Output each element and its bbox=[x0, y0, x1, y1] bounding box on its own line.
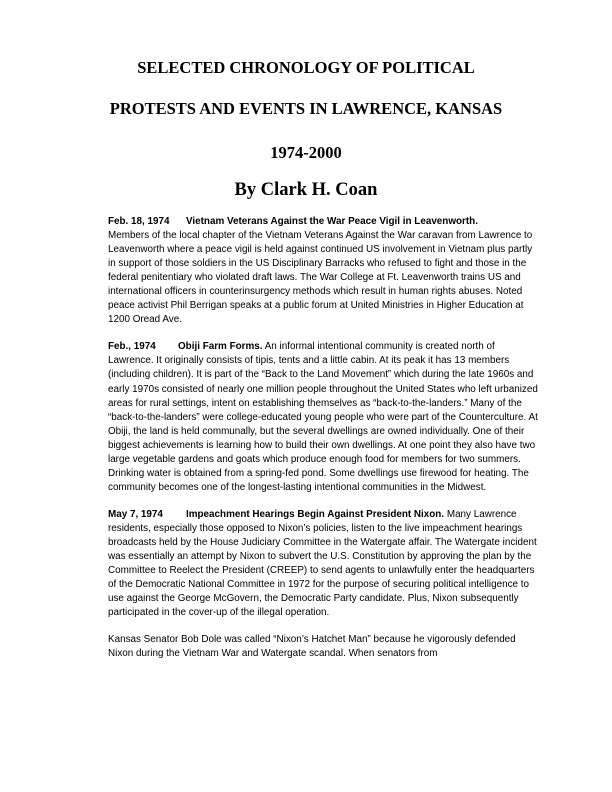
entry-date: Feb., 1974 bbox=[108, 341, 156, 353]
closing-paragraph: Kansas Senator Bob Dole was called “Nixon’s Hatchet Man” because he vigorously defended Nixon during the Vietnam War and Watergate scandal. When senators from bbox=[108, 634, 516, 660]
chronology-entry bbox=[108, 508, 538, 620]
entry-heading: Impeachment Hearings Begin Against President Nixon. bbox=[186, 508, 445, 520]
author-byline: By Clark H. Coan bbox=[234, 180, 378, 200]
chronology-entry bbox=[108, 215, 538, 327]
chronology-entry bbox=[108, 340, 538, 495]
entry-heading: Obiji Farm Forms. bbox=[178, 341, 263, 353]
entry-date: Feb. 18, 1974 bbox=[108, 216, 170, 227]
entry-date: May 7, 1974 bbox=[108, 508, 163, 520]
entry-text: Many Lawrence residents, especially those opposed to Nixon’s policies, listen to the live impeachment hearings broadcasts held by the House Judiciary Committee in the Watergate affair. The Watergate incident was essentially an attempt by Nixon to subvert the U.S. Constitution by approving the plan by the Committee to Reelect the President (CREEP) to send agents to unlawfully enter the headquarters of the Democratic National Committee in 1972 for the purpose of securing political intelligence to use against the George McGovern, the Democratic Party candidate. Plus, Nixon subsequently participated in the cover-up of the illegal operation. bbox=[108, 508, 537, 619]
title-line-1: SELECTED CHRONOLOGY OF POLITICAL bbox=[137, 58, 475, 77]
chronology-body bbox=[108, 215, 538, 674]
entry-text: Members of the local chapter of the Vietnam Veterans Against the War caravan from Lawrence to Leavenworth where a peace vigil is held against continued US involvement in Vietnam plus partly in support of those soldiers in the US Disciplinary Barracks who refused to fight and those in the federal penitentiary who violated draft laws. The War College at Ft. Leavenworth trains US and international officers in counterinsurgency methods which result in human rights abuses. Noted peace activist Phil Berrigan speaks at a public forum at United Ministries in Higher Education at 1200 Oread Ave. bbox=[108, 230, 533, 326]
title-years: 1974-2000 bbox=[270, 143, 342, 162]
title-line-2: PROTESTS AND EVENTS IN LAWRENCE, KANSAS bbox=[109, 99, 503, 118]
entry-text: An informal intentional community is created north of Lawrence. It originally consists of tipis, tents and a little cabin. At its peak it has 13 members (including children). It is part of the “Back to the Land Movement” which during the late 1960s and early 1970s consisted of nearly one million people throughout the United States who left urbanized areas for rural settings, intent on establishing themselves as “back-to-the-landers.” Many of the “back-to-the-landers” were college-educated young people who were part of the Counterculture. At Obiji, the land is held communally, but the several dwellings are owned individually. One of their biggest achievements is learning how to build their own dwellings. At one point they also have two large vegetable gardens and goats which produce enough food for members for two summers. Drinking water is obtained from a spring-fed pond. Some dwellings use firewood for heating. The community becomes one of the longest-lasting intentional communities in the Midwest. bbox=[108, 341, 538, 493]
entry-heading: Vietnam Veterans Against the War Peace Vigil in Leavenworth. bbox=[186, 216, 478, 227]
